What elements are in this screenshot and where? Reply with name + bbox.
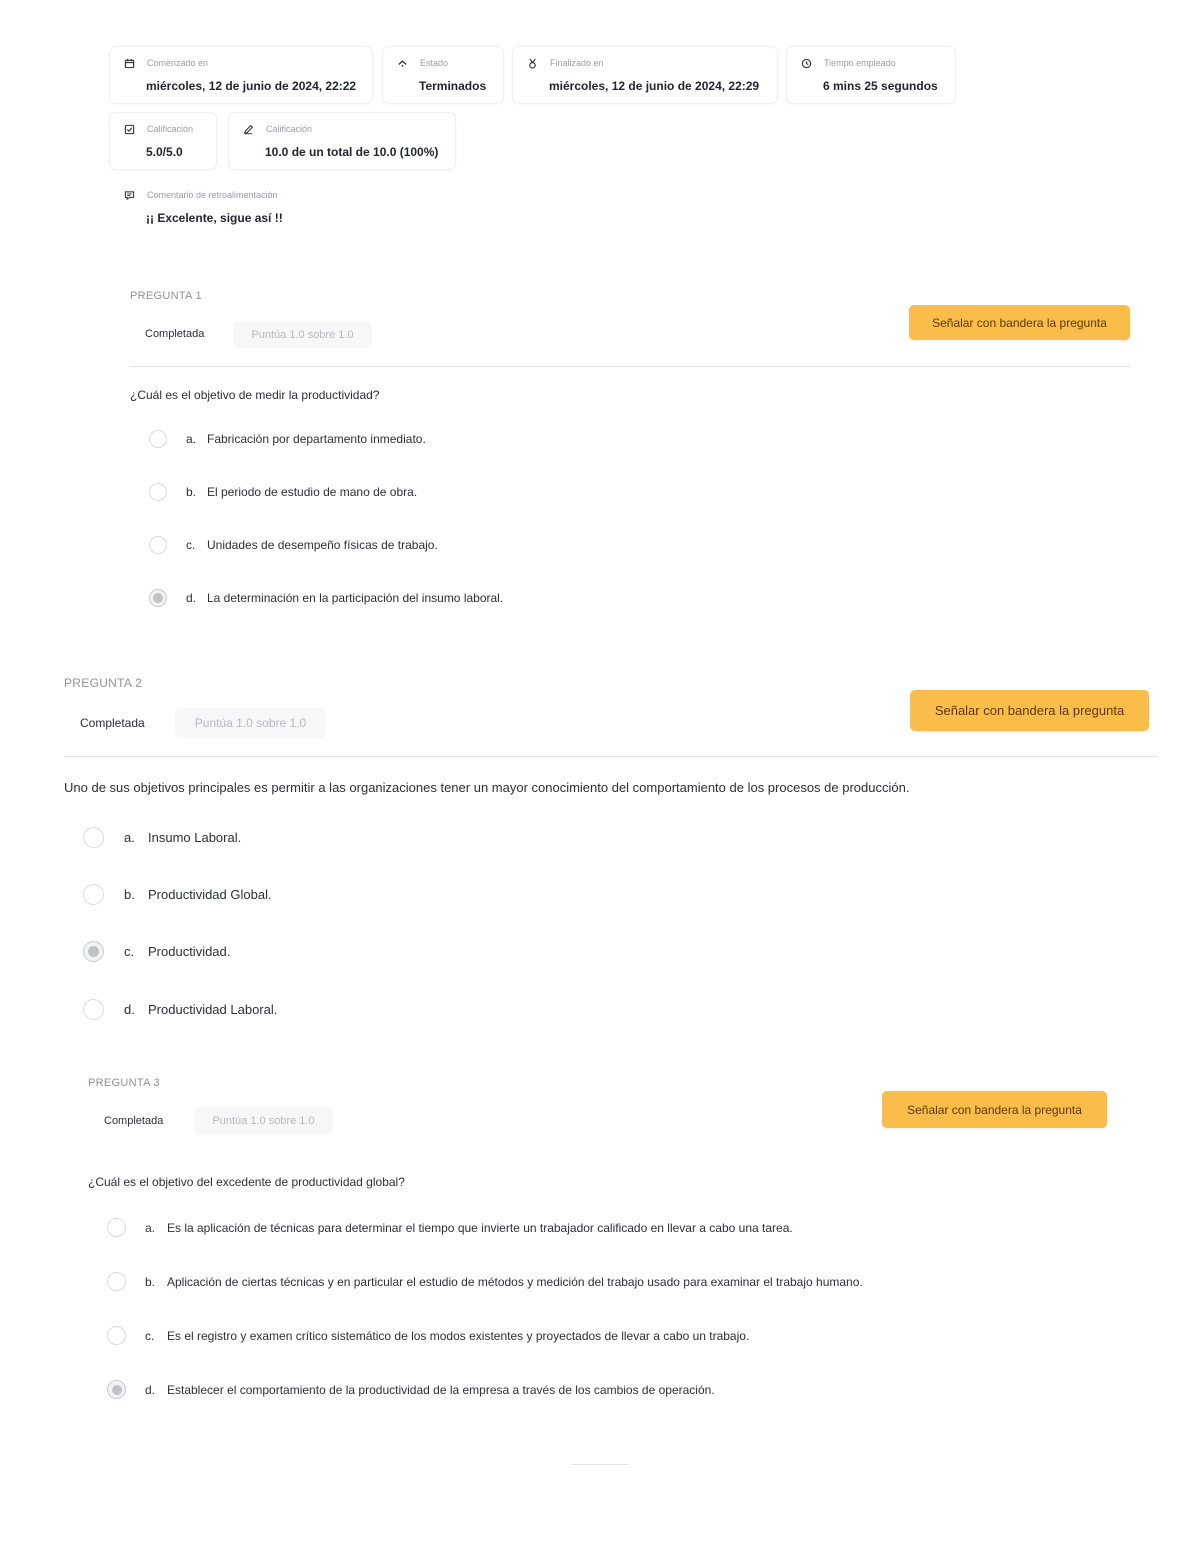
radio-button[interactable] [149,430,167,448]
radio-button[interactable] [107,1272,126,1291]
started-value: miércoles, 12 de junio de 2024, 22:22 [146,79,357,93]
answer-option-b[interactable] [83,884,272,905]
option-text: Insumo Laboral. [148,830,242,845]
option-letter: d. [186,591,197,605]
pencil-icon [243,124,254,135]
question-text: Uno de sus objetivos principales es permitir a las organizaciones tener un mayor conocimiento del comportamiento de los procesos de producción. [64,780,910,795]
answer-option-d[interactable] [107,1380,715,1399]
radio-button-selected[interactable] [107,1380,126,1399]
option-letter: b. [124,887,135,902]
answer-option-a[interactable] [149,430,426,448]
question-status: Completada [104,1115,164,1127]
answer-option-c[interactable] [149,536,438,554]
state-label: Estado [420,58,449,68]
option-text: Productividad. [148,944,231,959]
radio-button[interactable] [149,536,167,554]
radio-button[interactable] [83,999,104,1020]
answer-option-a[interactable] [83,827,241,848]
answer-option-a[interactable] [107,1218,793,1237]
bottom-divider [571,1464,629,1465]
option-text: Productividad Laboral. [148,1002,278,1017]
option-text: Aplicación de ciertas técnicas y en particular el estudio de métodos y medición del trabajo usado para examinar el trabajo humano. [167,1274,863,1289]
answer-option-c[interactable] [107,1326,749,1345]
radio-button-selected[interactable] [83,941,104,962]
option-letter: c. [145,1328,155,1343]
option-letter: b. [186,485,197,499]
question-number: PREGUNTA 2 [64,676,143,690]
question-status: Completada [145,328,205,340]
question-number: PREGUNTA 3 [88,1077,160,1089]
question-status: Completada [80,716,145,730]
started-card [110,47,372,103]
feedback-label: Comentario de retroalimentación [147,190,278,200]
radio-button[interactable] [149,483,167,501]
comment-icon [124,190,135,201]
grade-card [229,113,455,169]
answer-option-d[interactable] [149,589,503,607]
time-card [787,47,955,103]
finished-value: miércoles, 12 de junio de 2024, 22:29 [549,79,760,93]
check-square-icon [124,124,135,135]
question-divider [130,366,1130,367]
option-text: Es la aplicación de técnicas para determinar el tiempo que invierte un trabajador calificado en llevar a cabo una tarea. [167,1220,793,1235]
question-number: PREGUNTA 1 [130,290,202,302]
state-value: Terminados [419,79,487,93]
option-letter: c. [124,944,135,959]
question-score: Puntúa 1.0 sobre 1.0 [194,1107,333,1135]
marks-card [110,113,216,169]
option-letter: a. [186,432,197,446]
started-label: Comenzado en [147,58,209,68]
medal-icon [527,58,538,69]
option-letter: a. [124,830,135,845]
option-text: El periodo de estudio de mano de obra. [207,485,418,499]
answer-option-c[interactable] [83,941,230,962]
time-label: Tiempo empleado [824,58,896,68]
radio-button[interactable] [107,1218,126,1237]
question-text: ¿Cuál es el objetivo del excedente de productividad global? [88,1175,405,1189]
option-text: La determinación en la participación del insumo laboral. [207,591,504,605]
state-card [383,47,503,103]
feedback-card [110,179,410,235]
calendar-icon [124,58,135,69]
grade-label: Calificación [266,124,313,134]
option-letter: d. [145,1382,156,1397]
answer-option-d[interactable] [83,999,277,1020]
answer-option-b[interactable] [149,483,417,501]
radio-button-selected[interactable] [149,589,167,607]
marks-label: Calificación [147,124,194,134]
option-text: Fabricación por departamento inmediato. [207,432,426,446]
answer-option-b[interactable] [107,1272,863,1291]
feedback-value: ¡¡ Excelente, sigue así !! [146,211,283,225]
question-text: ¿Cuál es el objetivo de medir la productividad? [130,388,380,402]
flag-question-button[interactable]: Señalar con bandera la pregunta [882,1091,1107,1128]
option-letter: b. [145,1274,156,1289]
marks-value: 5.0/5.0 [146,145,183,159]
option-text: Es el registro y examen crítico sistemático de los modos existentes y proyectados de llevar a cabo un trabajo. [167,1328,750,1343]
option-letter: a. [145,1220,156,1235]
option-letter: d. [124,1002,135,1017]
question-score: Puntúa 1.0 sobre 1.0 [233,321,372,348]
question-divider [64,756,1158,757]
option-text: Unidades de desempeño físicas de trabajo. [207,538,438,552]
radio-button[interactable] [107,1326,126,1345]
flag-question-button[interactable]: Señalar con bandera la pregunta [909,305,1130,340]
option-text: Establecer el comportamiento de la productividad de la empresa a través de los cambios de operación. [167,1382,715,1397]
finished-card [513,47,777,103]
time-value: 6 mins 25 segundos [823,79,938,93]
radio-button[interactable] [83,884,104,905]
finished-label: Finalizado en [550,58,604,68]
clock-icon [801,58,812,69]
radio-button[interactable] [83,827,104,848]
flag-question-button[interactable]: Señalar con bandera la pregunta [910,690,1149,731]
grade-value: 10.0 de un total de 10.0 (100%) [265,145,439,159]
option-text: Productividad Global. [148,887,272,902]
option-letter: c. [186,538,196,552]
question-score: Puntúa 1.0 sobre 1.0 [175,708,326,738]
status-icon [397,58,408,69]
